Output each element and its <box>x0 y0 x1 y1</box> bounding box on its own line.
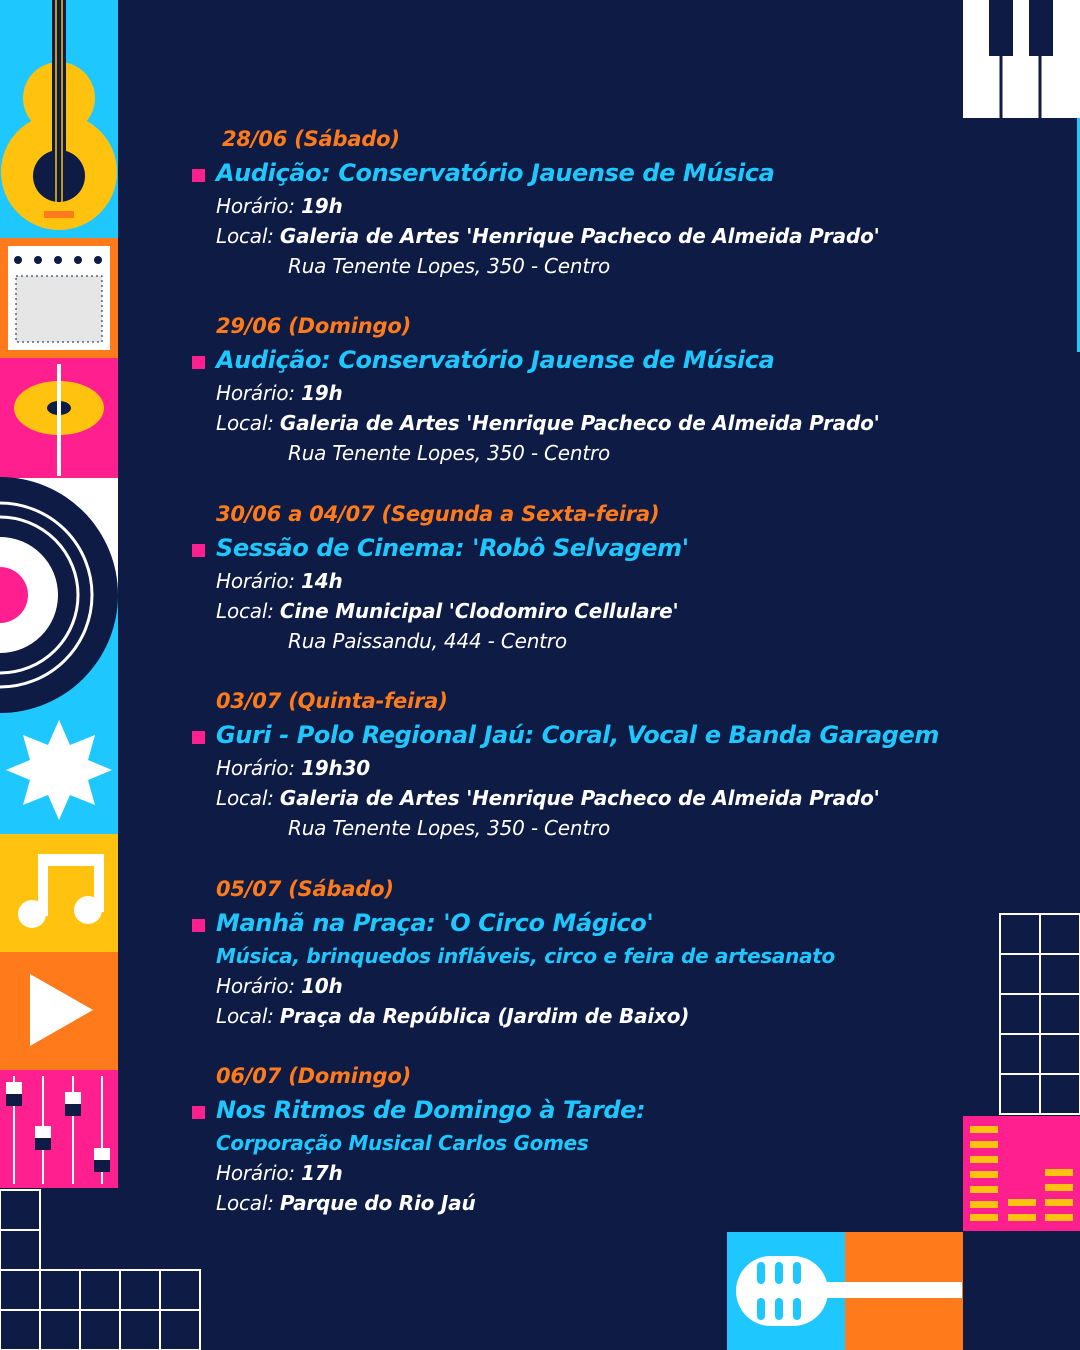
bullet-icon <box>192 544 205 557</box>
event-place <box>216 1004 689 1028</box>
place-label: Local: <box>216 1004 274 1028</box>
bullet-icon <box>192 169 205 182</box>
event-title: Audição: Conservatório Jauense de Música <box>216 159 775 187</box>
event-subtitle: Música, brinquedos infláveis, circo e feira de artesanato <box>216 944 835 968</box>
event-address: Rua Tenente Lopes, 350 - Centro <box>288 254 611 278</box>
event-place <box>216 1191 475 1215</box>
event-time <box>216 974 343 998</box>
time-value: 19h30 <box>301 756 370 780</box>
time-value: 17h <box>301 1161 343 1185</box>
event-date: 03/07 (Quinta-feira) <box>216 689 448 713</box>
time-value: 10h <box>301 974 343 998</box>
event-title: Nos Ritmos de Domingo à Tarde: <box>216 1096 646 1124</box>
event-address: Rua Paissandu, 444 - Centro <box>288 629 567 653</box>
event-subtitle: Corporação Musical Carlos Gomes <box>216 1131 589 1155</box>
place-value: Cine Municipal 'Clodomiro Cellulare' <box>279 599 679 623</box>
event-place <box>216 411 880 435</box>
time-value: 19h <box>301 381 343 405</box>
event-time <box>216 569 343 593</box>
place-value: Galeria de Artes 'Henrique Pacheco de Almeida Prado' <box>279 786 880 810</box>
event-time <box>216 194 343 218</box>
event-title: Guri - Polo Regional Jaú: Coral, Vocal e Banda Garagem <box>216 721 940 749</box>
event-time <box>216 381 343 405</box>
event-date: 30/06 a 04/07 (Segunda a Sexta-feira) <box>216 502 660 526</box>
place-value: Galeria de Artes 'Henrique Pacheco de Almeida Prado' <box>279 224 880 248</box>
event-title: Audição: Conservatório Jauense de Música <box>216 346 775 374</box>
place-label: Local: <box>216 411 274 435</box>
event-date: 28/06 (Sábado) <box>222 127 400 151</box>
event-time <box>216 756 370 780</box>
time-label: Horário: <box>216 756 295 780</box>
place-value: Praça da República (Jardim de Baixo) <box>279 1004 690 1028</box>
bullet-icon <box>192 1106 205 1119</box>
time-label: Horário: <box>216 194 295 218</box>
event-time <box>216 1161 343 1185</box>
time-label: Horário: <box>216 569 295 593</box>
place-label: Local: <box>216 786 274 810</box>
bullet-icon <box>192 731 205 744</box>
event-address: Rua Tenente Lopes, 350 - Centro <box>288 441 611 465</box>
event-place <box>216 786 880 810</box>
time-value: 19h <box>301 194 343 218</box>
place-value: Galeria de Artes 'Henrique Pacheco de Almeida Prado' <box>279 411 880 435</box>
event-date: 06/07 (Domingo) <box>216 1064 411 1088</box>
place-label: Local: <box>216 599 274 623</box>
event-title: Sessão de Cinema: 'Robô Selvagem' <box>216 534 689 562</box>
event-place <box>216 599 678 623</box>
bullet-icon <box>192 356 205 369</box>
time-label: Horário: <box>216 1161 295 1185</box>
time-label: Horário: <box>216 381 295 405</box>
event-place <box>216 224 880 248</box>
event-date: 29/06 (Domingo) <box>216 314 411 338</box>
event-address: Rua Tenente Lopes, 350 - Centro <box>288 816 611 840</box>
event-title: Manhã na Praça: 'O Circo Mágico' <box>216 909 654 937</box>
place-label: Local: <box>216 1191 274 1215</box>
event-date: 05/07 (Sábado) <box>216 877 394 901</box>
time-value: 14h <box>301 569 343 593</box>
place-value: Parque do Rio Jaú <box>279 1191 476 1215</box>
bullet-icon <box>192 919 205 932</box>
time-label: Horário: <box>216 974 295 998</box>
place-label: Local: <box>216 224 274 248</box>
